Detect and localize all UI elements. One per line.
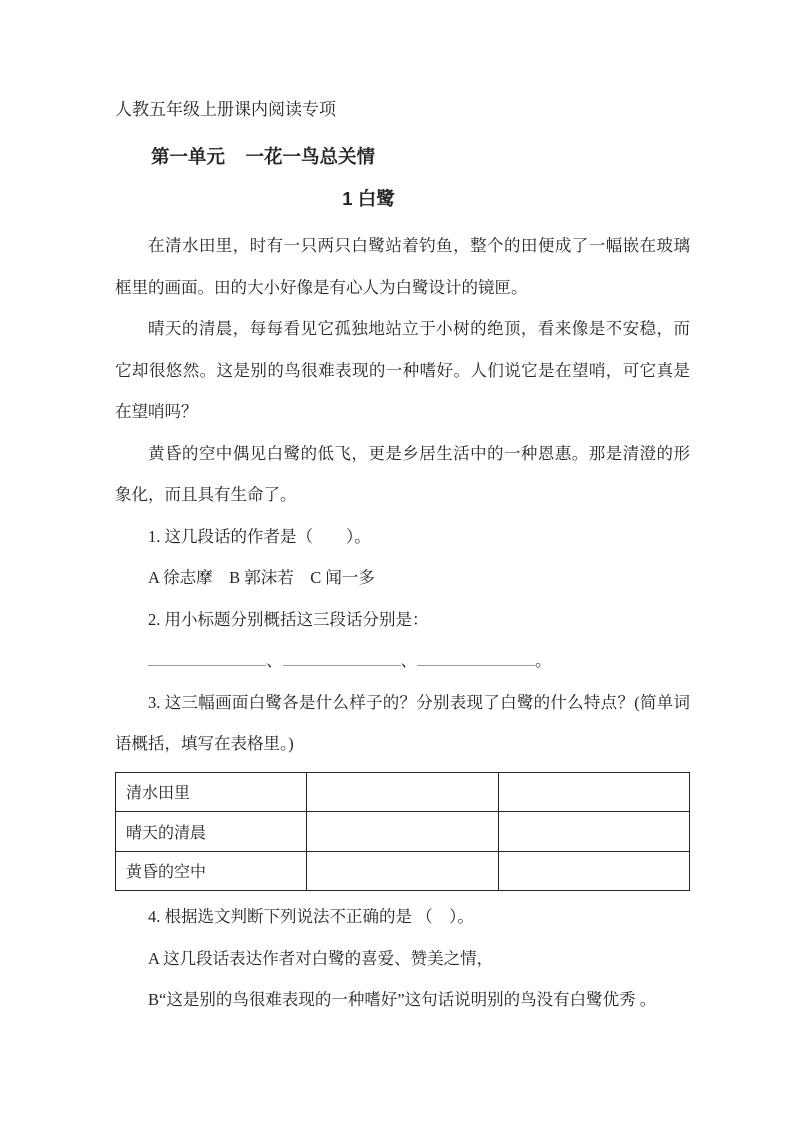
question-4-option-b: B“这是别的鸟很难表现的一种嗜好”这句话说明别的鸟没有白鹭优秀 。: [148, 990, 657, 1009]
answer-blank-1[interactable]: [148, 652, 266, 666]
table-row-1: [116, 772, 690, 812]
answer-blank-2[interactable]: [283, 652, 401, 666]
lesson-title: 1 白鹭: [342, 188, 395, 209]
full-stop-mark: 。: [535, 651, 552, 670]
question-1-options: A 徐志摩 B 郭沫若 C 闻一多: [148, 568, 375, 587]
question-3: 3. 这三幅画面白鹭各是什么样子的？分别表现了白鹭的什么特点？(简单词语概括，填写在表格里。): [115, 692, 690, 753]
answer-table: [115, 772, 690, 892]
answer-cell-r3-c3[interactable]: [498, 851, 689, 891]
passage-paragraph-1: 在清水田里，时有一只两只白鹭站着钓鱼，整个的田便成了一幅嵌在玻璃框里的画面。田的大小好像是有心人为白鹭设计的镜匣。: [115, 236, 690, 297]
passage-paragraph-3: 黄昏的空中偶见白鹭的低飞，更是乡居生活中的一种恩惠。那是清澄的形象化，而且具有生命了。: [115, 443, 690, 504]
enumeration-comma-2: 、: [400, 651, 417, 670]
table-row-2: [116, 812, 690, 852]
question-4: 4. 根据选文判断下列说法不正确的是 （ ）。: [148, 907, 474, 926]
doc-title: 人教五年级上册课内阅读专项: [115, 100, 336, 119]
table-row-3: [116, 851, 690, 891]
question-4-option-a: A 这几段话表达作者对白鹭的喜爱、赞美之情，: [148, 948, 494, 968]
question-1: 1. 这几段话的作者是（ ）。: [148, 526, 371, 546]
question-2-answer-line: [115, 640, 690, 682]
unit-heading: 第一单元 一花一鸟总关情: [151, 146, 376, 167]
answer-cell-r2-c3[interactable]: [498, 812, 689, 852]
row-3-label-cell: 黄昏的空中: [116, 851, 307, 891]
enumeration-comma-1: 、: [266, 651, 283, 670]
question-2: 2. 用小标题分别概括这三段话分别是：: [148, 609, 429, 629]
row-1-label-cell: 清水田里: [116, 772, 307, 812]
answer-cell-r2-c2[interactable]: [307, 812, 498, 852]
answer-cell-r1-c2[interactable]: [307, 772, 498, 812]
answer-cell-r1-c3[interactable]: [498, 772, 689, 812]
passage-paragraph-2: 晴天的清晨，每每看见它孤独地站立于小树的绝顶，看来像是不安稳，而它却很悠然。这是别的鸟很难表现的一种嗜好。人们说它是在望哨，可它真是在望哨吗？: [115, 319, 690, 421]
answer-cell-r3-c2[interactable]: [307, 851, 498, 891]
answer-blank-3[interactable]: [417, 652, 535, 666]
row-2-label-cell: 晴天的清晨: [116, 812, 307, 852]
